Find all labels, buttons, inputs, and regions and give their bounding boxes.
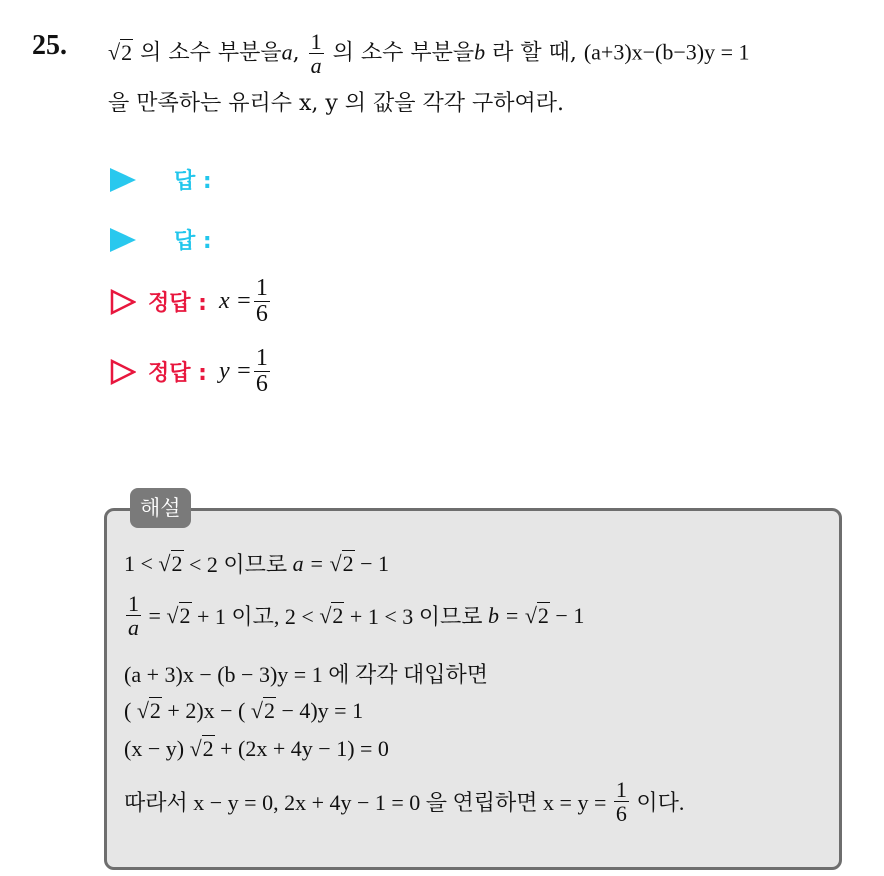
correct-answer-label: 정답 : bbox=[148, 361, 207, 387]
question-line-2: 을 만족하는 유리수 x, y 의 값을 각각 구하여라. bbox=[108, 91, 565, 116]
play-outline-icon bbox=[110, 289, 136, 315]
correct-answer-y bbox=[110, 346, 272, 397]
fraction: $\frac{1}{6}$ bbox=[255, 275, 268, 328]
answer-label: 답 : bbox=[174, 169, 212, 194]
var-b: b bbox=[474, 39, 486, 65]
question-text-1: 의 소수 부분을 bbox=[140, 40, 282, 66]
correct-answer-value: x = $\frac{1}{6}$ bbox=[218, 275, 268, 328]
correct-answer-value: y = $\frac{1}{6}$ bbox=[218, 345, 268, 398]
answer-row-2 bbox=[110, 224, 212, 255]
answer-label: 답 : bbox=[174, 229, 212, 254]
explanation-line-4: ( √2 + 2)x − ( √2 − 4)y = 1 bbox=[124, 698, 364, 723]
fraction: $\frac{1}{a}$ bbox=[128, 591, 139, 641]
question-text-3: 라 할 때, bbox=[492, 40, 577, 66]
question-line-1: √2 의 소수 부분을a, $\frac{1}{a}$ 의 소수 부분을b 라 할 때, (a+3)x−(b−3)y = 1 bbox=[108, 29, 750, 79]
explanation-line-5: (x − y) √2 + (2x + 4y − 1) = 0 bbox=[124, 736, 389, 761]
fraction-1-over-a: $\frac{1}{a}$ bbox=[310, 29, 322, 79]
question-text-2: 의 소수 부분을 bbox=[332, 40, 475, 66]
explanation-line-2: $\frac{1}{a}$ = √2 + 1 이고, 2 < √2 + 1 < 3 이므로 b = √2 − 1 bbox=[128, 591, 585, 641]
correct-answer-x bbox=[110, 276, 272, 327]
play-icon bbox=[110, 228, 136, 252]
explanation-line-3: (a + 3)x − (b − 3)y = 1 에 각각 대입하면 bbox=[124, 662, 488, 687]
fraction: $\frac{1}{6}$ bbox=[615, 777, 627, 827]
fraction: $\frac{1}{6}$ bbox=[255, 345, 268, 398]
question-equation: (a+3)x−(b−3)y = 1 bbox=[583, 39, 750, 65]
question-number: 25. bbox=[32, 30, 67, 61]
answer-row-1 bbox=[110, 164, 212, 195]
explanation-tag: 해설 bbox=[130, 488, 191, 528]
explanation-line-6: 따라서 x − y = 0, 2x + 4y − 1 = 0 을 연립하면 x = y = $\frac{1}{6}$ 이다. bbox=[124, 777, 685, 827]
play-outline-icon bbox=[110, 359, 136, 385]
sqrt-symbol: √2 bbox=[108, 39, 133, 65]
play-icon bbox=[110, 168, 136, 192]
explanation-line-1: 1 < √2 < 2 이므로 a = √2 − 1 bbox=[124, 550, 390, 577]
var-a: a bbox=[281, 39, 293, 65]
correct-answer-label: 정답 : bbox=[148, 291, 207, 317]
